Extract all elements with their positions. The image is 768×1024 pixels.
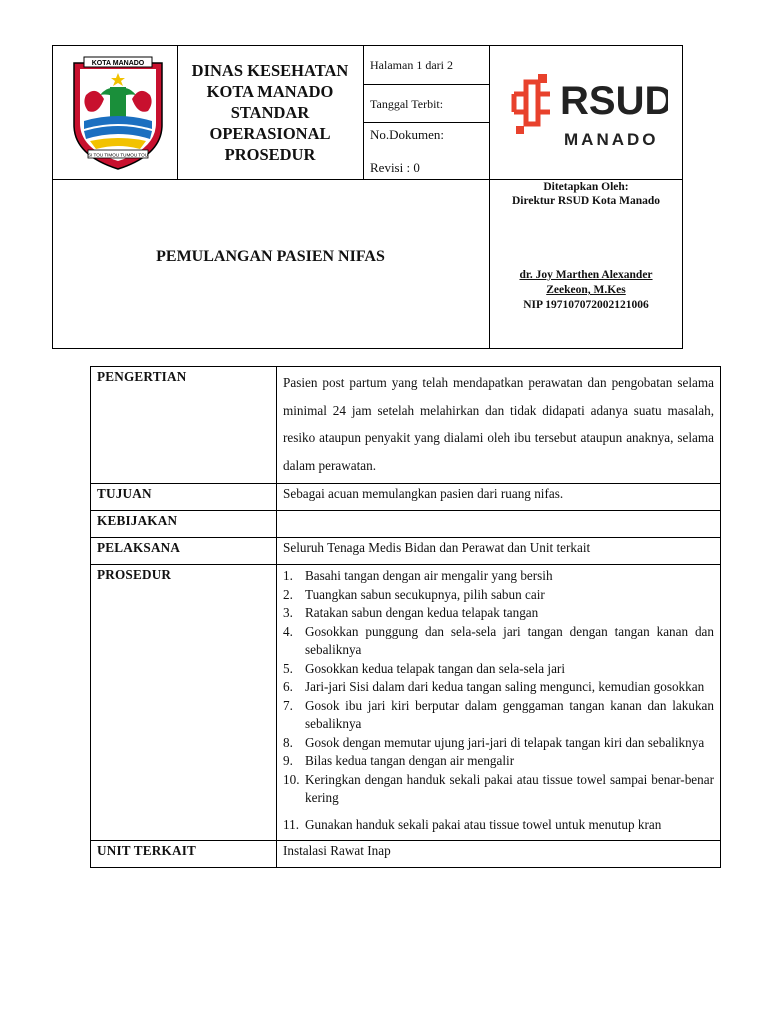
list-item: 1. Basahi tangan dengan air mengalir yang bersih: [283, 568, 553, 583]
approver-nip: NIP 197107072002121006: [523, 299, 649, 311]
step-text: Bilas kedua tangan dengan air mengalir: [305, 753, 515, 768]
agency-line: STANDAR: [230, 103, 310, 122]
agency-line: PROSEDUR: [224, 145, 316, 164]
label-tujuan: TUJUAN: [91, 484, 277, 511]
step-text: Gosokkan punggung dan sela-sela jari tangan dengan tangan kanan dan sebaliknya: [305, 623, 714, 657]
kota-manado-emblem: [70, 55, 166, 173]
step-text: Gosok dengan memutar ujung jari-jari di telapak tangan kiri dan sebaliknya: [305, 734, 705, 750]
label-kebijakan: KEBIJAKAN: [91, 511, 277, 538]
issue-date-label: Tanggal Terbit:: [370, 97, 444, 111]
approver-title: Direktur RSUD Kota Manado: [511, 195, 661, 207]
row-pelaksana: [91, 538, 721, 565]
step-text: Tuangkan sabun secukupnya, pilih sabun cair: [305, 586, 545, 602]
label-unit-terkait: UNIT TERKAIT: [91, 841, 277, 868]
sop-content-table: [90, 366, 721, 868]
agency-line: KOTA MANADO: [206, 82, 334, 101]
approved-by-label: Ditetapkan Oleh:: [543, 181, 629, 193]
row-kebijakan: [91, 511, 721, 538]
list-item: 10. Keringkan dengan handuk sekali pakai atau tissue towel sampai benar-benar kering: [283, 771, 714, 805]
list-item: 9. Bilas kedua tangan dengan air mengalir: [283, 753, 515, 768]
row-pengertian: [91, 367, 721, 484]
list-item: 2. Tuangkan sabun secukupnya, pilih sabun cair: [283, 586, 545, 602]
unit-terkait-text: Instalasi Rawat Inap: [277, 841, 721, 868]
doc-number-label: No.Dokumen:: [370, 127, 445, 142]
list-item: 7. Gosok ibu jari kiri berputar dalam genggaman tangan kanan dan lakukan sebaliknya: [283, 697, 714, 731]
list-item: 4. Gosokkan punggung dan sela-sela jari tangan dengan tangan kanan dan sebaliknya: [283, 623, 714, 657]
pengertian-text: Pasien post partum yang telah mendapatkan perawatan dan pengobatan selama minimal 24 jam setelah melahirkan dan tidak didapati adanya suatu masalah, resiko ataupun penyakit yang dialami oleh ibu tersebut ataupun anaknya, selama dalam perawatan.: [277, 367, 721, 484]
step-text: Gosokkan kedua telapak tangan dan sela-sela jari: [305, 660, 565, 676]
label-pengertian: PENGERTIAN: [91, 367, 277, 484]
row-tujuan: [91, 484, 721, 511]
step-text: Keringkan dengan handuk sekali pakai atau tissue towel sampai benar-benar kering: [305, 771, 714, 805]
prosedur-steps: [283, 567, 714, 834]
prosedur-steps-cell: [277, 565, 721, 841]
step-text: Jari-jari Sisi dalam dari kedua tangan saling mengunci, kemudian gosokkan: [305, 679, 705, 694]
agency-line: OPERASIONAL: [209, 124, 331, 143]
list-item: 6. Jari-jari Sisi dalam dari kedua tangan saling mengunci, kemudian gosokkan: [283, 679, 705, 694]
sop-title: PEMULANGAN PASIEN NIFAS: [156, 248, 385, 265]
list-item: 8. Gosok dengan memutar ujung jari-jari di telapak tangan kiri dan sebaliknya: [283, 734, 705, 750]
emblem-motto: SI TOU TIMOU TUMOU TOU: [88, 152, 148, 158]
agency-title: [178, 60, 362, 165]
page-info: Halaman 1 dari 2: [370, 58, 453, 72]
revision-label: Revisi : 0: [370, 160, 420, 175]
list-item: 5. Gosokkan kedua telapak tangan dan sela-sela jari: [283, 660, 565, 676]
step-text: Ratakan sabun dengan kedua telapak tangan: [305, 605, 539, 620]
pelaksana-text: Seluruh Tenaga Medis Bidan dan Perawat dan Unit terkait: [277, 538, 721, 565]
row-unit-terkait: [91, 841, 721, 868]
list-item: 3. Ratakan sabun dengan kedua telapak tangan: [283, 605, 539, 620]
rsud-logo-top: RSUD: [560, 79, 668, 123]
row-prosedur: [91, 565, 721, 841]
label-prosedur: PROSEDUR: [91, 565, 277, 841]
label-pelaksana: PELAKSANA: [91, 538, 277, 565]
approver-name-line2: Zeekeon, M.Kes: [546, 284, 626, 296]
tujuan-text: Sebagai acuan memulangkan pasien dari ruang nifas.: [277, 484, 721, 511]
step-text: Gunakan handuk sekali pakai atau tissue towel untuk menutup kran: [305, 816, 662, 832]
rsud-manado-logo: [508, 68, 668, 148]
kebijakan-text: [277, 511, 721, 538]
emblem-top-text: KOTA MANADO: [91, 60, 145, 67]
agency-line: DINAS KESEHATAN: [191, 61, 349, 80]
step-text: Basahi tangan dengan air mengalir yang bersih: [305, 568, 553, 583]
list-item: 11. Gunakan handuk sekali pakai atau tissue towel untuk menutup kran: [283, 816, 662, 832]
step-text: Gosok ibu jari kiri berputar dalam genggaman tangan kanan dan lakukan sebaliknya: [305, 697, 714, 731]
approver-name-line1: dr. Joy Marthen Alexander: [519, 269, 653, 281]
rsud-logo-bottom: MANADO: [564, 130, 659, 148]
